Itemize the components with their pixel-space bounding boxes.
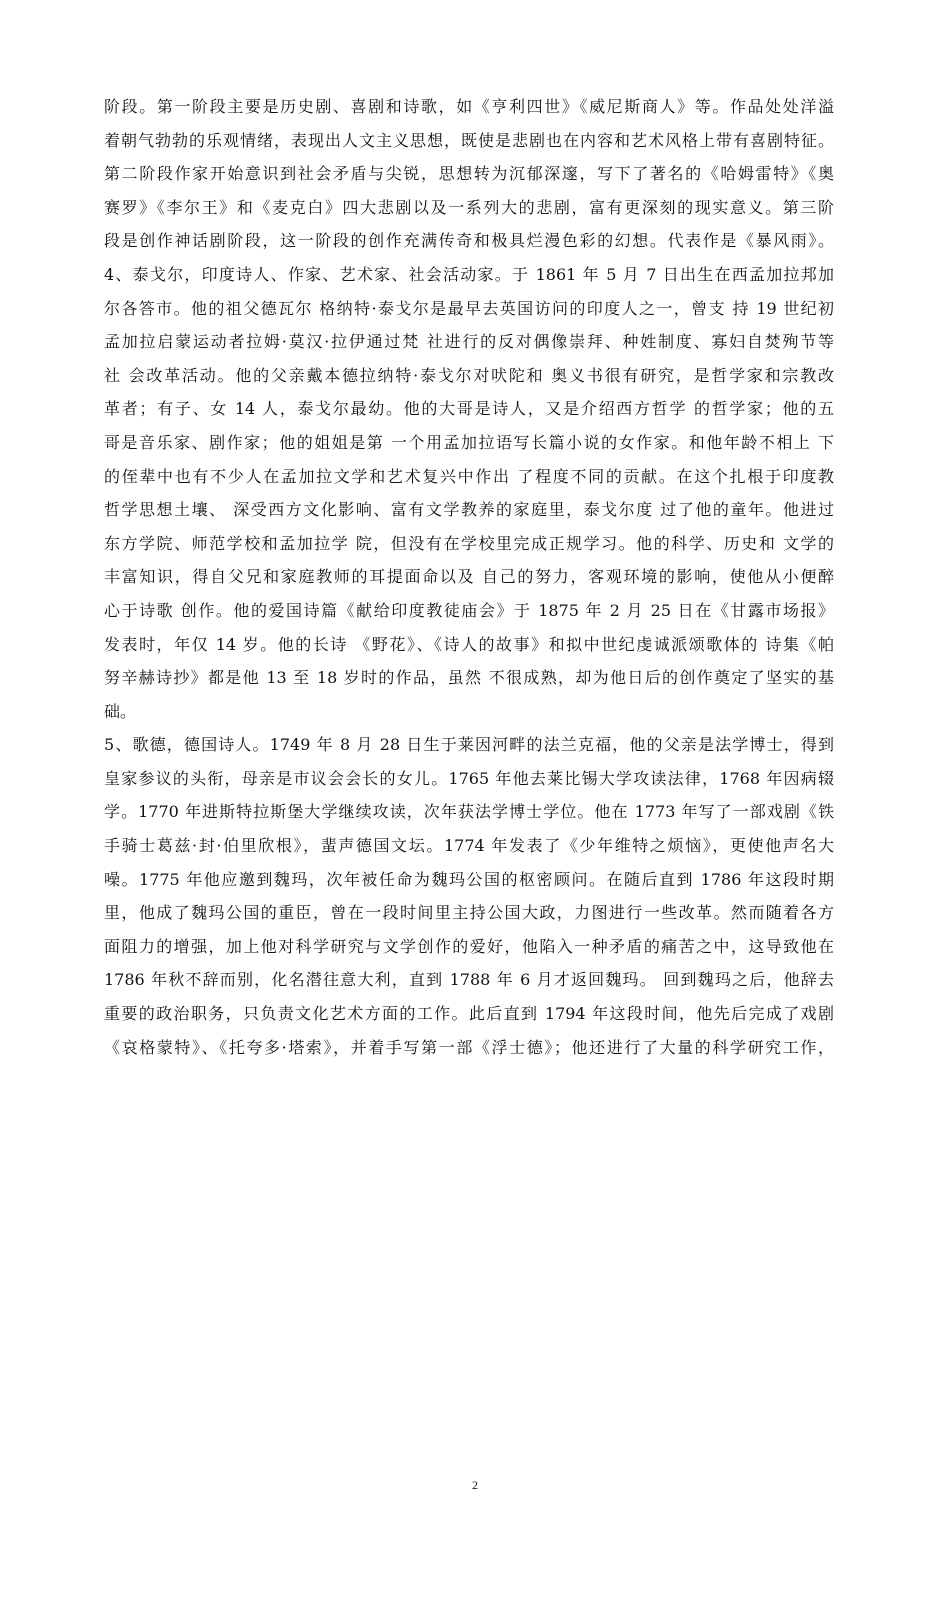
text-line: 阶段。第一阶段主要是历史剧、喜剧和诗歌，如《亨利四世》《威尼斯商人》等。作品处处洋溢	[104, 97, 834, 116]
page-number: 2	[472, 1478, 478, 1492]
text-line: 赛罗》《李尔王》和《麦克白》四大悲剧以及一系列大的悲剧，富有更深刻的现实意义。第三阶	[104, 197, 834, 217]
text-line: 《哀格蒙特》、《托夸多·塔索》，并着手写第一部《浮士德》；他还进行了大量的科学研究工作，	[104, 1037, 834, 1057]
text-line: 尔各答市。他的祖父德瓦尔 格纳特·泰戈尔是最早去英国访问的印度人之一，曾支 持 19 世纪初	[104, 298, 834, 318]
text-line: 孟加拉启蒙运动者拉姆·莫汉·拉伊通过梵 社进行的反对偶像崇拜、种姓制度、寡妇自焚殉节等	[104, 332, 834, 352]
text-line: 社 会改革活动。他的父亲戴本德拉纳特·泰戈尔对吠陀和 奥义书很有研究，是哲学家和宗教改	[104, 365, 834, 385]
text-line: 丰富知识，得自父兄和家庭教师的耳提面命以及 自己的努力，客观环境的影响，使他从小便醉	[104, 567, 834, 587]
text-line: 4、泰戈尔，印度诗人、作家、艺术家、社会活动家。于 1861 年 5 月 7 日出生在西孟加拉邦加	[104, 264, 834, 284]
text-line: 手骑士葛兹·封·伯里欣根》，蜚声德国文坛。1774 年发表了《少年维特之烦恼》，更使他声名大	[104, 836, 834, 856]
text-line: 面阻力的增强，加上他对科学研究与文学创作的爱好，他陷入一种矛盾的痛苦之中，这导致他在	[104, 936, 834, 956]
text-line: 努辛赫诗抄》都是他 13 至 18 岁时的作品，虽然 不很成熟，却为他日后的创作奠定了坚实的基	[104, 668, 834, 688]
text-line: 噪。1775 年他应邀到魏玛，次年被任命为魏玛公国的枢密顾问。在随后直到 1786 年这段时期	[104, 869, 834, 889]
text-line: 1786 年秋不辞而别，化名潜往意大利，直到 1788 年 6 月才返回魏玛。 回到魏玛之后，他辞去	[104, 970, 834, 990]
text-line: 础。	[104, 701, 137, 721]
text-line: 哲学思想土壤、 深受西方文化影响、富有文学教养的家庭里，泰戈尔度 过了他的童年。他进过	[104, 500, 834, 520]
text-line: 发表时，年仅 14 岁。他的长诗 《野花》、《诗人的故事》和拟中世纪虔诚派颂歌体的 诗集《帕	[104, 634, 834, 654]
text-line: 段是创作神话剧阶段，这一阶段的创作充满传奇和极具烂漫色彩的幻想。代表作是《暴风雨》。	[104, 231, 834, 251]
text-line: 东方学院、师范学校和孟加拉学 院，但没有在学校里完成正规学习。他的科学、历史和 文学的	[104, 533, 834, 553]
text-line: 学。1770 年进斯特拉斯堡大学继续攻读，次年获法学博士学位。他在 1773 年写了一部戏剧《铁	[104, 802, 834, 822]
text-line: 的侄辈中也有不少人在孟加拉文学和艺术复兴中作出 了程度不同的贡献。在这个扎根于印度教	[104, 466, 834, 486]
body-text	[104, 90, 834, 1064]
text-line: 心于诗歌 创作。他的爱国诗篇《献给印度教徒庙会》于 1875 年 2 月 25 日在《甘露市场报》	[104, 600, 834, 620]
text-line: 重要的政治职务，只负责文化艺术方面的工作。此后直到 1794 年这段时间，他先后完成了戏剧	[104, 1004, 834, 1024]
text-line: 第二阶段作家开始意识到社会矛盾与尖锐，思想转为沉郁深邃，写下了著名的《哈姆雷特》《奥	[104, 164, 834, 184]
text-line: 5、歌德，德国诗人。1749 年 8 月 28 日生于莱因河畔的法兰克福，他的父亲是法学博士，得到	[104, 735, 834, 755]
text-line: 皇家参议的头衔，母亲是市议会会长的女儿。1765 年他去莱比锡大学攻读法律，1768 年因病辍	[104, 768, 834, 788]
text-line: 里，他成了魏玛公国的重臣，曾在一段时间里主持公国大政，力图进行一些改革。然而随着各方	[104, 903, 834, 923]
text-line: 哥是音乐家、剧作家；他的姐姐是第 一个用孟加拉语写长篇小说的女作家。和他年龄不相上 下	[104, 432, 834, 452]
text-line: 着朝气勃勃的乐观情绪，表现出人文主义思想，既使是悲剧也在内容和艺术风格上带有喜剧特征。	[104, 130, 834, 150]
text-line: 革者；有子、女 14 人，泰戈尔最幼。他的大哥是诗人，又是介绍西方哲学 的哲学家；他的五	[104, 399, 834, 419]
